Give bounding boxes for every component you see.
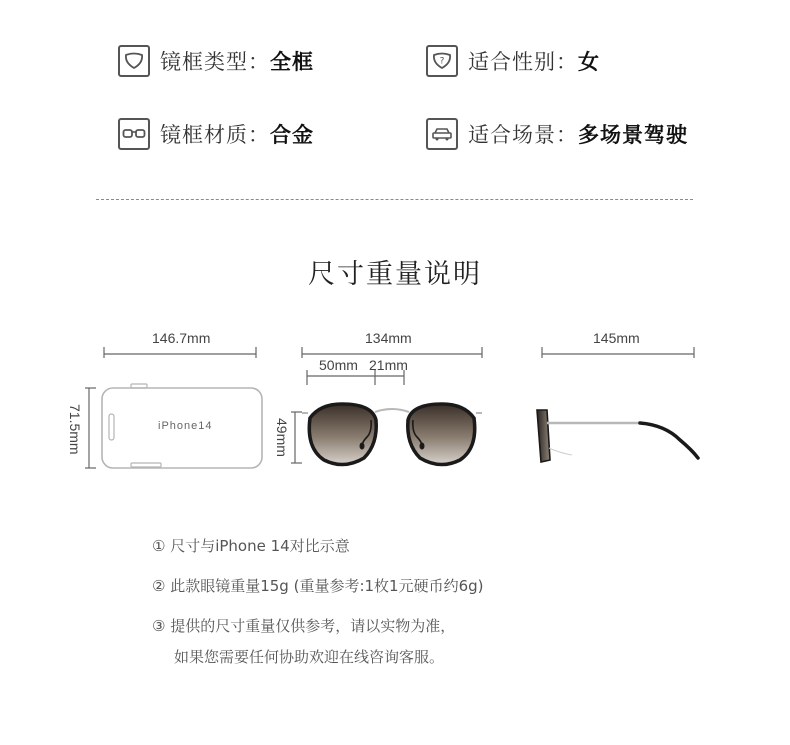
lens-height-guide bbox=[291, 412, 302, 463]
attr-value: 多场景驾驶 bbox=[578, 123, 688, 147]
section-title: 尺寸重量说明 bbox=[308, 259, 482, 290]
note-3: ③ 提供的尺寸重量仅供参考，请以实物为准， bbox=[152, 617, 456, 635]
glasses-side-view bbox=[537, 410, 698, 462]
temple-length-guide bbox=[542, 347, 694, 358]
note-2: ② 此款眼镜重量15g (重量参考:1枚1元硬币约6g) bbox=[152, 577, 484, 595]
lens-height-label: 49mm bbox=[274, 418, 290, 457]
attr-label: 镜框材质： bbox=[160, 123, 270, 147]
phone-height-guide bbox=[85, 388, 96, 468]
attr-label: 适合性别： bbox=[468, 50, 578, 74]
bridge-width-label: 21mm bbox=[369, 357, 408, 373]
note-1: ① 尺寸与iPhone 14对比示意 bbox=[152, 537, 350, 555]
phone-width-guide bbox=[104, 347, 256, 358]
total-width-label: 134mm bbox=[365, 330, 412, 346]
phone-width-label: 146.7mm bbox=[152, 330, 211, 346]
attr-value: 合金 bbox=[270, 123, 314, 147]
note-4: 如果您需要任何协助欢迎在线咨询客服。 bbox=[174, 648, 445, 666]
attr-value: 女 bbox=[578, 50, 600, 74]
phone-height-label: 71.5mm bbox=[67, 404, 83, 455]
glasses-front-view bbox=[302, 404, 482, 465]
attr-label: 适合场景： bbox=[468, 123, 578, 147]
phone-label: iPhone14 bbox=[158, 420, 213, 432]
lens-width-label: 50mm bbox=[319, 357, 358, 373]
attr-value: 全框 bbox=[270, 50, 314, 74]
attr-label: 镜框类型： bbox=[160, 50, 270, 74]
svg-text:?: ? bbox=[439, 56, 445, 67]
temple-length-label: 145mm bbox=[593, 330, 640, 346]
